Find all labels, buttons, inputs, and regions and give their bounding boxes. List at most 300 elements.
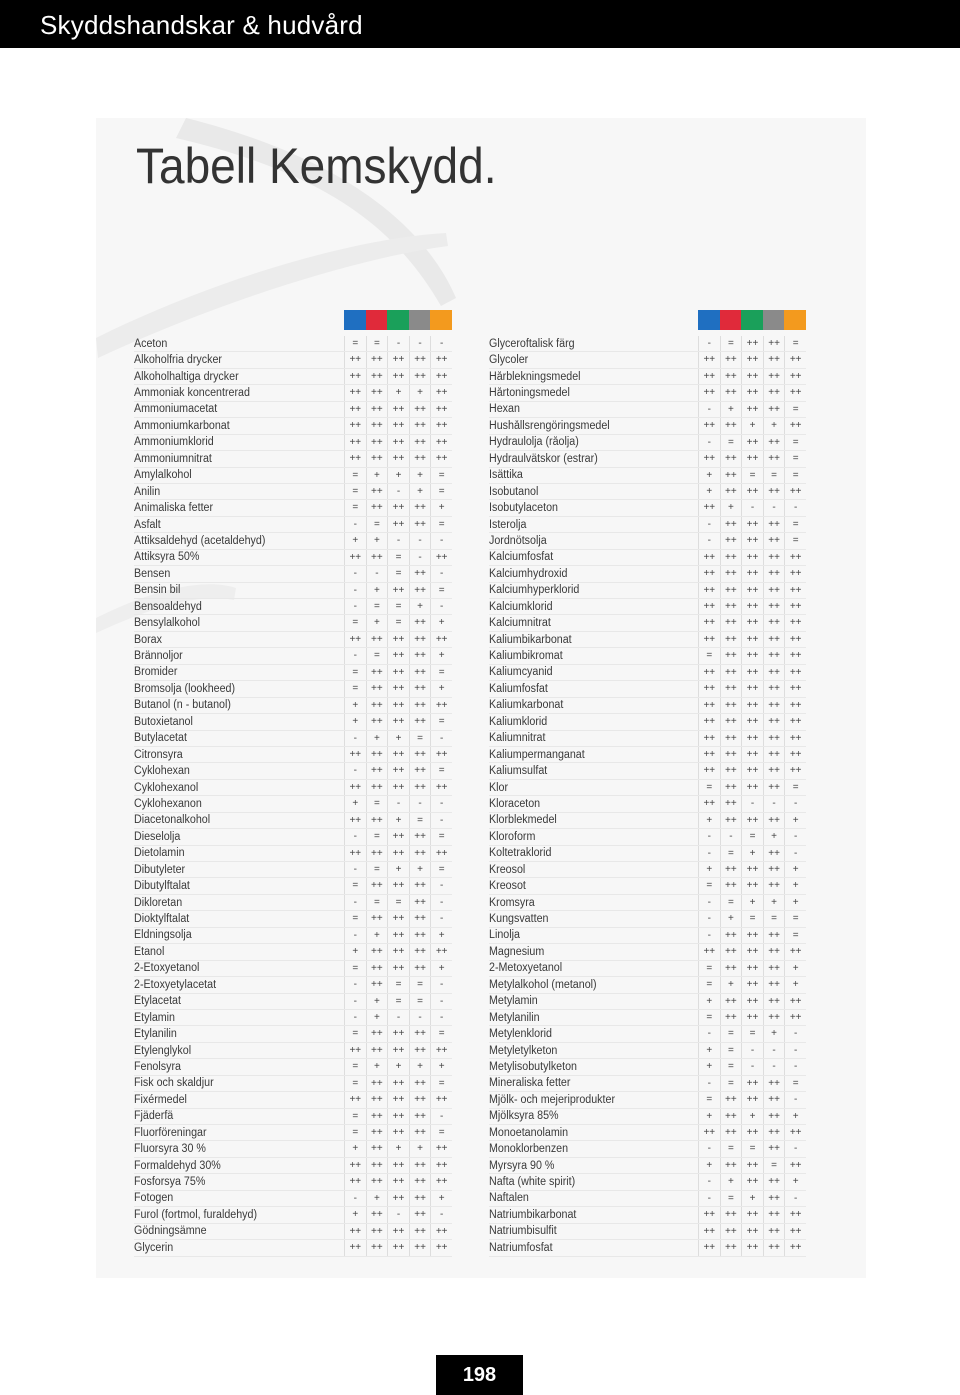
resistance-rating: - — [698, 517, 720, 532]
table-row — [134, 468, 452, 484]
resistance-rating: = — [344, 911, 366, 926]
resistance-rating: + — [784, 961, 806, 976]
resistance-rating: - — [741, 500, 763, 515]
resistance-rating: ++ — [387, 780, 409, 795]
resistance-rating: ++ — [409, 1224, 431, 1239]
resistance-rating: ++ — [344, 369, 366, 384]
table-row — [134, 500, 452, 516]
table-row — [134, 1092, 452, 1108]
chemical-name: Animaliska fetter — [134, 502, 214, 515]
resistance-rating: = — [784, 517, 806, 532]
resistance-rating: ++ — [720, 698, 742, 713]
chemical-name: Kaliumklorid — [489, 715, 548, 728]
resistance-rating: ++ — [344, 747, 366, 762]
resistance-rating: ++ — [784, 1010, 806, 1025]
resistance-rating: + — [409, 468, 431, 483]
resistance-rating: ++ — [720, 1109, 742, 1124]
resistance-rating: ++ — [409, 698, 431, 713]
resistance-rating: ++ — [720, 517, 742, 532]
table-row — [134, 911, 452, 927]
resistance-rating: ++ — [784, 747, 806, 762]
resistance-rating: = — [366, 517, 388, 532]
resistance-rating: ++ — [409, 566, 431, 581]
resistance-rating: ++ — [430, 780, 452, 795]
table-row — [489, 780, 806, 796]
table-row — [134, 352, 452, 368]
resistance-rating: = — [430, 862, 452, 877]
glove-color-swatch — [763, 310, 785, 330]
resistance-rating: ++ — [409, 1043, 431, 1058]
table-row — [134, 714, 452, 730]
resistance-rating: + — [344, 944, 366, 959]
resistance-rating: ++ — [784, 648, 806, 663]
resistance-rating: + — [763, 829, 785, 844]
resistance-rating: = — [430, 763, 452, 778]
resistance-rating: - — [430, 1207, 452, 1222]
resistance-rating: ++ — [409, 780, 431, 795]
resistance-rating: - — [784, 1059, 806, 1074]
resistance-rating: = — [741, 911, 763, 926]
table-row — [489, 435, 806, 451]
resistance-rating: ++ — [763, 714, 785, 729]
resistance-rating: ++ — [720, 1224, 742, 1239]
resistance-rating: ++ — [763, 1109, 785, 1124]
resistance-rating: + — [698, 994, 720, 1009]
table-row — [489, 1207, 806, 1223]
resistance-rating: ++ — [430, 747, 452, 762]
table-row — [489, 714, 806, 730]
table-row — [489, 1026, 806, 1042]
resistance-rating: ++ — [784, 385, 806, 400]
chemical-name: Ammoniumklorid — [134, 436, 214, 449]
resistance-rating: ++ — [698, 731, 720, 746]
resistance-rating: ++ — [720, 566, 742, 581]
chemical-name: Kaliumsulfat — [489, 765, 548, 778]
resistance-rating: ++ — [698, 550, 720, 565]
resistance-rating: - — [387, 533, 409, 548]
resistance-rating: ++ — [409, 747, 431, 762]
resistance-rating: ++ — [763, 961, 785, 976]
resistance-rating: = — [387, 566, 409, 581]
resistance-rating: ++ — [409, 648, 431, 663]
table-row — [134, 1224, 452, 1240]
resistance-rating: + — [344, 1141, 366, 1156]
resistance-rating: = — [366, 336, 388, 351]
resistance-rating: ++ — [409, 402, 431, 417]
resistance-rating: ++ — [741, 714, 763, 729]
resistance-rating: ++ — [409, 1191, 431, 1206]
table-row — [489, 813, 806, 829]
resistance-rating: + — [784, 1109, 806, 1124]
resistance-rating: + — [409, 1059, 431, 1074]
resistance-rating: = — [430, 714, 452, 729]
chemical-name: Fjäderfä — [134, 1110, 174, 1123]
table-row — [489, 1191, 806, 1207]
resistance-rating: ++ — [430, 1043, 452, 1058]
resistance-rating: ++ — [366, 1158, 388, 1173]
resistance-rating: ++ — [720, 665, 742, 680]
resistance-rating: + — [784, 878, 806, 893]
resistance-rating: - — [720, 829, 742, 844]
resistance-rating: ++ — [763, 451, 785, 466]
chemical-name: Dibutylftalat — [134, 880, 190, 893]
table-row — [489, 1010, 806, 1026]
resistance-rating: ++ — [698, 1224, 720, 1239]
table-row — [134, 780, 452, 796]
resistance-rating: ++ — [763, 632, 785, 647]
resistance-rating: ++ — [409, 500, 431, 515]
table-row — [489, 977, 806, 993]
resistance-rating: = — [698, 878, 720, 893]
table-row — [134, 435, 452, 451]
resistance-rating: - — [387, 1207, 409, 1222]
resistance-rating: ++ — [763, 1240, 785, 1255]
table-row — [134, 632, 452, 648]
table-row — [489, 468, 806, 484]
resistance-rating: ++ — [720, 994, 742, 1009]
resistance-rating: ++ — [409, 615, 431, 630]
resistance-rating: = — [698, 977, 720, 992]
resistance-rating: - — [784, 829, 806, 844]
resistance-rating: ++ — [720, 681, 742, 696]
resistance-rating: ++ — [784, 550, 806, 565]
resistance-rating: + — [720, 500, 742, 515]
resistance-rating: - — [344, 1191, 366, 1206]
chemical-name: Bensylalkohol — [134, 617, 201, 630]
resistance-rating: ++ — [784, 994, 806, 1009]
chemical-name: Hårblekningsmedel — [489, 370, 581, 383]
resistance-rating: ++ — [387, 665, 409, 680]
resistance-rating: + — [430, 1191, 452, 1206]
resistance-rating: ++ — [741, 550, 763, 565]
chemical-name: Kaliumpermanganat — [489, 748, 585, 761]
table-row — [134, 336, 452, 352]
chemical-name: Mjölk- och mejeriprodukter — [489, 1093, 616, 1106]
table-row — [134, 566, 452, 582]
resistance-rating: ++ — [366, 352, 388, 367]
resistance-rating: + — [698, 468, 720, 483]
resistance-rating: + — [784, 862, 806, 877]
resistance-rating: = — [784, 780, 806, 795]
resistance-rating: ++ — [763, 435, 785, 450]
resistance-rating: - — [344, 517, 366, 532]
chemical-name: Fosforsya 75% — [134, 1176, 206, 1189]
resistance-rating: ++ — [430, 1141, 452, 1156]
chemical-name: 2-Metoxyetanol — [489, 962, 563, 975]
resistance-rating: ++ — [430, 451, 452, 466]
chemical-name: Butylacetat — [134, 732, 187, 745]
resistance-rating: ++ — [409, 1109, 431, 1124]
resistance-rating: ++ — [698, 1240, 720, 1255]
resistance-rating: ++ — [409, 1092, 431, 1107]
resistance-rating: ++ — [366, 961, 388, 976]
resistance-rating: ++ — [763, 681, 785, 696]
resistance-rating: + — [387, 731, 409, 746]
resistance-rating: = — [344, 1125, 366, 1140]
resistance-rating: = — [387, 550, 409, 565]
table-row — [489, 1158, 806, 1174]
resistance-rating: = — [763, 468, 785, 483]
chemical-name: Alkoholhaltiga drycker — [134, 370, 239, 383]
resistance-rating: ++ — [763, 1224, 785, 1239]
resistance-rating: - — [387, 796, 409, 811]
resistance-rating: = — [344, 1059, 366, 1074]
resistance-rating: ++ — [784, 1158, 806, 1173]
resistance-rating: = — [366, 648, 388, 663]
table-row — [134, 944, 452, 960]
resistance-rating: ++ — [344, 1224, 366, 1239]
resistance-rating: - — [387, 1010, 409, 1025]
resistance-rating: ++ — [409, 944, 431, 959]
chemical-name: Bensen — [134, 567, 171, 580]
resistance-rating: ++ — [698, 369, 720, 384]
chemical-name: Etanol — [134, 945, 165, 958]
chemical-name: Kaliumfosfat — [489, 682, 548, 695]
resistance-rating: ++ — [784, 369, 806, 384]
chemical-name: Kalciumnitrat — [489, 617, 551, 630]
table-row — [134, 369, 452, 385]
resistance-rating: ++ — [409, 829, 431, 844]
page-number: 198 — [462, 1364, 497, 1386]
resistance-rating: = — [430, 484, 452, 499]
chemical-name: Kreosol — [489, 863, 526, 876]
resistance-rating: ++ — [366, 435, 388, 450]
resistance-rating: - — [698, 1191, 720, 1206]
resistance-rating: = — [366, 796, 388, 811]
resistance-rating: ++ — [366, 813, 388, 828]
chemical-name: Eldningsolja — [134, 929, 192, 942]
resistance-rating: + — [430, 681, 452, 696]
table-row — [489, 994, 806, 1010]
resistance-rating: ++ — [344, 846, 366, 861]
resistance-rating: ++ — [698, 1125, 720, 1140]
resistance-rating: + — [784, 1174, 806, 1189]
resistance-rating: ++ — [366, 1109, 388, 1124]
resistance-rating: = — [720, 1043, 742, 1058]
resistance-rating: + — [366, 615, 388, 630]
resistance-rating: + — [344, 533, 366, 548]
resistance-rating: + — [387, 862, 409, 877]
resistance-rating: ++ — [741, 813, 763, 828]
resistance-rating: + — [366, 533, 388, 548]
table-row — [489, 961, 806, 977]
resistance-rating: = — [344, 615, 366, 630]
resistance-rating: ++ — [784, 583, 806, 598]
resistance-rating: ++ — [784, 632, 806, 647]
resistance-rating: ++ — [763, 402, 785, 417]
resistance-rating: = — [344, 500, 366, 515]
resistance-rating: + — [741, 1109, 763, 1124]
table-row — [489, 796, 806, 812]
table-row — [134, 747, 452, 763]
resistance-rating: ++ — [763, 1141, 785, 1156]
chemical-name: Fenolsyra — [134, 1060, 181, 1073]
table-row — [489, 418, 806, 434]
chemical-protection-table-image — [96, 118, 866, 1278]
resistance-rating: - — [784, 1191, 806, 1206]
resistance-rating: + — [784, 977, 806, 992]
resistance-rating: ++ — [409, 451, 431, 466]
chemical-name: Dikloretan — [134, 896, 183, 909]
resistance-rating: = — [698, 780, 720, 795]
table-row — [489, 747, 806, 763]
resistance-rating: ++ — [387, 698, 409, 713]
resistance-rating: - — [344, 829, 366, 844]
resistance-rating: ++ — [387, 583, 409, 598]
chemical-name: Kalciumklorid — [489, 600, 553, 613]
resistance-rating: ++ — [430, 698, 452, 713]
resistance-rating: + — [430, 648, 452, 663]
table-row — [134, 731, 452, 747]
resistance-rating: + — [763, 1026, 785, 1041]
resistance-rating: ++ — [344, 1174, 366, 1189]
header-bar — [0, 0, 960, 48]
resistance-rating: ++ — [387, 878, 409, 893]
resistance-rating: ++ — [698, 599, 720, 614]
resistance-rating: ++ — [409, 665, 431, 680]
resistance-rating: - — [763, 796, 785, 811]
resistance-rating: + — [698, 1158, 720, 1173]
resistance-rating: ++ — [430, 1092, 452, 1107]
resistance-rating: ++ — [409, 1240, 431, 1255]
table-row — [134, 1109, 452, 1125]
resistance-rating: ++ — [763, 862, 785, 877]
table-row — [489, 681, 806, 697]
resistance-rating: ++ — [698, 385, 720, 400]
table-row — [489, 1174, 806, 1190]
resistance-rating: ++ — [784, 1224, 806, 1239]
resistance-rating: ++ — [344, 1240, 366, 1255]
resistance-rating: + — [698, 1059, 720, 1074]
resistance-rating: ++ — [698, 665, 720, 680]
chemical-name: Etylamin — [134, 1011, 176, 1024]
resistance-rating: ++ — [784, 763, 806, 778]
chemical-name: Amylalkohol — [134, 469, 192, 482]
resistance-rating: = — [430, 517, 452, 532]
resistance-rating: ++ — [720, 1207, 742, 1222]
resistance-rating: ++ — [366, 681, 388, 696]
resistance-rating: - — [741, 1043, 763, 1058]
table-row — [134, 418, 452, 434]
chemical-name: Isättika — [489, 469, 523, 482]
resistance-rating: ++ — [409, 435, 431, 450]
chemical-name: Brännoljor — [134, 650, 183, 663]
resistance-rating: ++ — [720, 451, 742, 466]
resistance-rating: = — [720, 1059, 742, 1074]
resistance-rating: = — [784, 402, 806, 417]
resistance-rating: ++ — [720, 878, 742, 893]
chemical-name: Isobutanol — [489, 485, 539, 498]
resistance-rating: - — [784, 1141, 806, 1156]
resistance-rating: ++ — [698, 500, 720, 515]
resistance-rating: = — [387, 895, 409, 910]
glove-color-swatch — [720, 310, 742, 330]
resistance-rating: + — [741, 895, 763, 910]
resistance-rating: - — [344, 1010, 366, 1025]
resistance-rating: ++ — [763, 369, 785, 384]
resistance-rating: - — [698, 533, 720, 548]
resistance-rating: - — [698, 1076, 720, 1091]
resistance-rating: ++ — [784, 566, 806, 581]
resistance-rating: - — [784, 846, 806, 861]
resistance-rating: = — [784, 911, 806, 926]
resistance-rating: - — [698, 435, 720, 450]
resistance-rating: - — [430, 813, 452, 828]
chemical-name: Etylenglykol — [134, 1044, 192, 1057]
resistance-rating: ++ — [366, 911, 388, 926]
table-row — [489, 878, 806, 894]
glove-color-swatch — [366, 310, 388, 330]
table-row — [489, 352, 806, 368]
resistance-rating: ++ — [344, 435, 366, 450]
chemical-name: Kaliumnitrat — [489, 732, 546, 745]
resistance-rating: ++ — [387, 961, 409, 976]
resistance-rating: ++ — [366, 1207, 388, 1222]
table-row — [489, 369, 806, 385]
resistance-rating: ++ — [366, 402, 388, 417]
resistance-rating: - — [698, 1026, 720, 1041]
resistance-rating: ++ — [763, 747, 785, 762]
resistance-rating: ++ — [720, 862, 742, 877]
table-row — [489, 698, 806, 714]
resistance-rating: - — [409, 550, 431, 565]
chemical-name: Glycoler — [489, 354, 529, 367]
chemical-name: Isobutylaceton — [489, 502, 558, 515]
resistance-rating: = — [784, 533, 806, 548]
resistance-rating: ++ — [784, 615, 806, 630]
chemical-name: Bensoaldehyd — [134, 600, 202, 613]
resistance-rating: ++ — [387, 352, 409, 367]
resistance-rating: + — [784, 813, 806, 828]
resistance-rating: ++ — [366, 484, 388, 499]
chemical-name: Bromider — [134, 666, 178, 679]
table-row — [489, 944, 806, 960]
resistance-rating: ++ — [720, 961, 742, 976]
chemical-name: Glyceroftalisk färg — [489, 337, 575, 350]
resistance-rating: = — [344, 878, 366, 893]
resistance-rating: - — [430, 994, 452, 1009]
resistance-rating: = — [387, 994, 409, 1009]
resistance-rating: + — [366, 1059, 388, 1074]
resistance-rating: ++ — [366, 1092, 388, 1107]
resistance-rating: = — [344, 1076, 366, 1091]
resistance-rating: - — [344, 862, 366, 877]
resistance-rating: = — [344, 468, 366, 483]
resistance-rating: - — [430, 566, 452, 581]
table-row — [134, 1158, 452, 1174]
resistance-rating: - — [698, 336, 720, 351]
table-row — [134, 615, 452, 631]
resistance-rating: - — [409, 796, 431, 811]
resistance-rating: ++ — [763, 385, 785, 400]
resistance-rating: ++ — [720, 369, 742, 384]
table-row — [134, 681, 452, 697]
resistance-rating: ++ — [409, 1207, 431, 1222]
table-row — [134, 517, 452, 533]
resistance-rating: ++ — [698, 418, 720, 433]
resistance-rating: ++ — [366, 418, 388, 433]
table-row — [134, 1043, 452, 1059]
resistance-rating: ++ — [763, 846, 785, 861]
resistance-rating: + — [720, 402, 742, 417]
resistance-rating: ++ — [387, 1240, 409, 1255]
resistance-rating: - — [698, 829, 720, 844]
table-row — [134, 484, 452, 500]
resistance-rating: ++ — [720, 928, 742, 943]
resistance-rating: ++ — [387, 1224, 409, 1239]
resistance-rating: + — [698, 484, 720, 499]
resistance-rating: ++ — [366, 1125, 388, 1140]
